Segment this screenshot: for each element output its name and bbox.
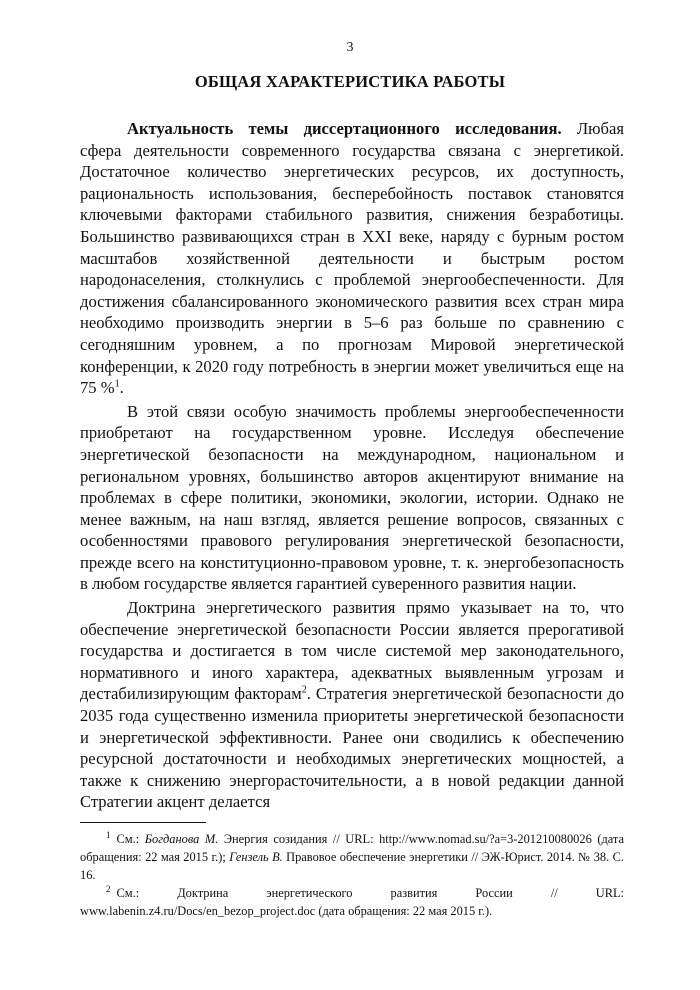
footnote-text: См.: Доктрина энергетического развития России // URL: www.labenin.z4.ru/Docs/en_bezop_project.doc (дата обращения: 22 мая 2015 г.).	[80, 886, 624, 918]
paragraph-text: Доктрина энергетического развития прямо указывает на то, что обеспечение энергетической безопасности России является прерогативой государства и достигается в том числе системой мер законодательного, нормативного и иного характера, адекватных выявленным угрозам и дестабилизирующим факторам	[80, 598, 624, 704]
footnote-author: Гензель В.	[229, 850, 283, 864]
footnote-author: Богданова М.	[144, 832, 219, 846]
paragraph-relevance	[80, 118, 624, 399]
footnote-reference[interactable]: 1	[114, 378, 120, 390]
paragraph-doctrine	[80, 597, 624, 813]
paragraph-text: Любая сфера деятельности современного государства связана с энергетикой. Достаточное количество энергетических ресурсов, их доступность, рациональность использования, бесперебойность поставок становятся ключевыми факторами стабильного развития, снижения безработицы. Большинство развивающихся стран в XXI веке, наряду с бурным ростом масштабов хозяйственной деятельности и быстрым ростом народонаселения, столкнулись с проблемой энергообеспеченности. Для достижения сбалансированного экономического развития всех стран мира необходимо производить энергии в 5–6 раз больше по сравнению с сегодняшним уровнем, а по прогнозам Мировой энергетической конференции, к 2020 году потребность в энергии может увеличиться еще на 75 %	[80, 119, 624, 398]
footnote-separator	[80, 822, 206, 823]
footnote-marker: 2	[106, 883, 111, 894]
footnote-reference[interactable]: 2	[301, 684, 307, 696]
footnote-1	[80, 830, 624, 884]
footnotes	[80, 830, 624, 920]
page-number: 3	[346, 40, 354, 55]
paragraph-text-end: .	[119, 378, 124, 398]
paragraph-lead-heading: Актуальность темы диссертационного исследования.	[127, 119, 562, 138]
paragraph-text-rest: . Стратегия энергетической безопасности до 2035 года существенно изменила приоритеты энергетической безопасности и энергетической эффективности. Ранее они сводились к обеспечению ресурсной достаточности и необходимых энергетических мощностей, а также к снижению энергорасточительности, а в новой редакции данной Стратегии акцент делается	[80, 684, 624, 812]
footnote-2	[80, 884, 624, 920]
footnote-text: Правовое обеспечение энергетики // ЭЖ-Юрист. 2014. № 38. С. 16.	[80, 850, 624, 882]
footnote-text: Энергия созидания // URL: http://www.nomad.su/?a=3-201210080026 (дата обращения: 22 мая 2015 г.);	[80, 832, 624, 864]
paragraph-significance: В этой связи особую значимость проблемы энергообеспеченности приобретают на государственном уровне. Исследуя обеспечение энергетической безопасности на международном, национальном и региональном уровнях, большинство авторов акцентируют внимание на проблемах в сфере политики, экономики, экологии, истории. Однако не менее важным, на наш взгляд, является решение вопросов, связанных с особенностями правового регулирования энергетической безопасности, прежде всего на конституционно-правовом уровне, т. к. энергобезопасность в любом государстве является гарантией суверенного развития нации.	[80, 401, 624, 594]
footnote-marker: 1	[106, 829, 111, 840]
section-title: ОБЩАЯ ХАРАКТЕРИСТИКА РАБОТЫ	[194, 72, 506, 91]
footnote-text: См.:	[116, 832, 145, 846]
body-text	[80, 118, 624, 815]
